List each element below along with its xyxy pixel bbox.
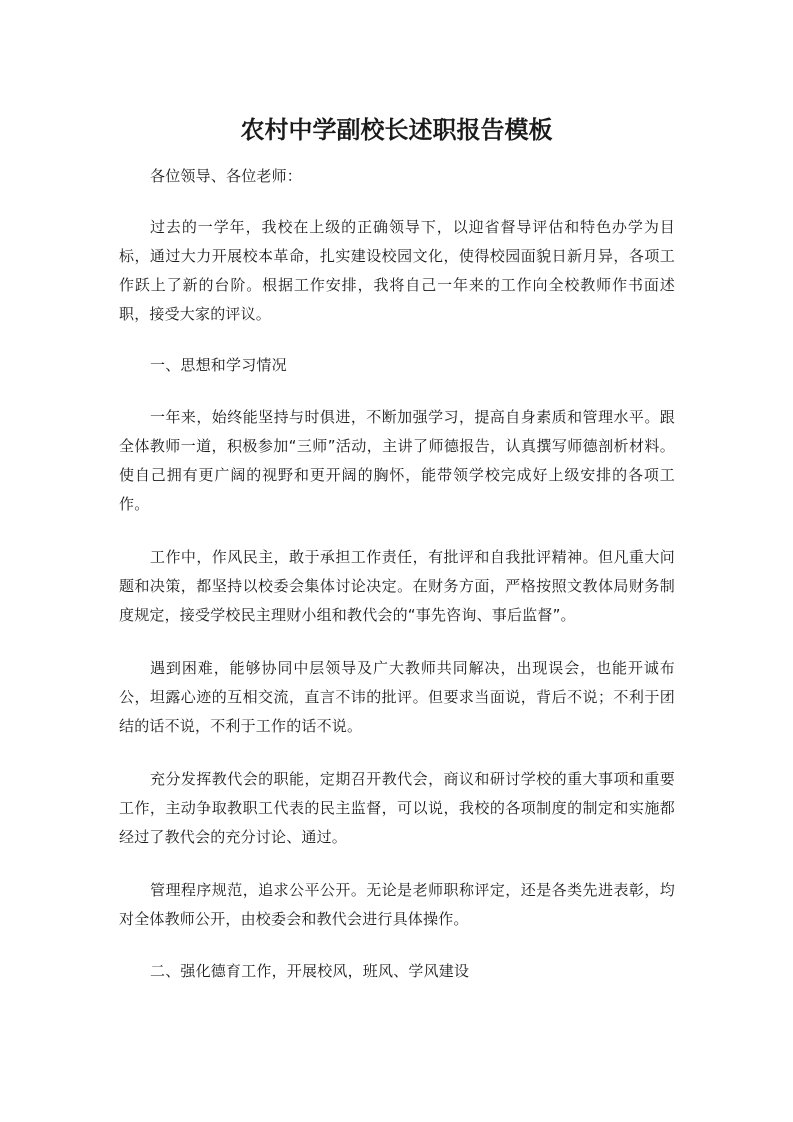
section-heading-2: 二、强化德育工作，开展校风，班风、学风建设 [150,962,470,980]
paragraph-difficulties: 遇到困难，能够协同中层领导及广大教师共同解决，出现误会，也能开诚布公，坦露心迹的互相交流，直言不讳的批评。但要求当面说，背后不说；不利于团结的话不说，不利于工作的话不说。 [119,659,675,735]
paragraph-congress: 充分发挥教代会的职能，定期召开教代会，商议和研讨学校的重大事项和重要工作，主动争取教职工代表的民主监督，可以说，我校的各项制度的制定和实施都经过了教代会的充分讨论、通过。 [119,770,675,846]
paragraph-management: 管理程序规范，追求公平公开。无论是老师职称评定，还是各类先进表彰，均对全体教师公开，由校委会和教代会进行具体操作。 [119,881,675,928]
paragraph-study: 一年来，始终能坚持与时俱进，不断加强学习，提高自身素质和管理水平。跟全体教师一道，积极参加“三师”活动，主讲了师德报告，认真撰写师德剖析材料。使自己拥有更广阔的视野和更开阔的胸怀，能带领学校完成好上级安排的各项工作。 [119,408,675,513]
paragraph-intro: 过去的一学年，我校在上级的正确领导下，以迎省督导评估和特色办学为目标，通过大力开展校本革命，扎实建设校园文化，使得校园面貌日新月异，各项工作跃上了新的台阶。根据工作安排，我将自己一年来的工作向全校教师作书面述职，接受大家的评议。 [119,218,675,323]
document-title: 农村中学副校长述职报告模板 [240,116,553,144]
section-heading-1: 一、思想和学习情况 [150,356,287,374]
greeting: 各位领导、各位老师： [150,167,303,185]
paragraph-work-style: 工作中，作风民主，敢于承担工作责任，有批评和自我批评精神。但凡重大问题和决策，都坚持以校委会集体讨论决定。在财务方面，严格按照文教体局财务制度规定，接受学校民主理财小组和教代会的“事先咨询、事后监督”。 [119,548,675,624]
